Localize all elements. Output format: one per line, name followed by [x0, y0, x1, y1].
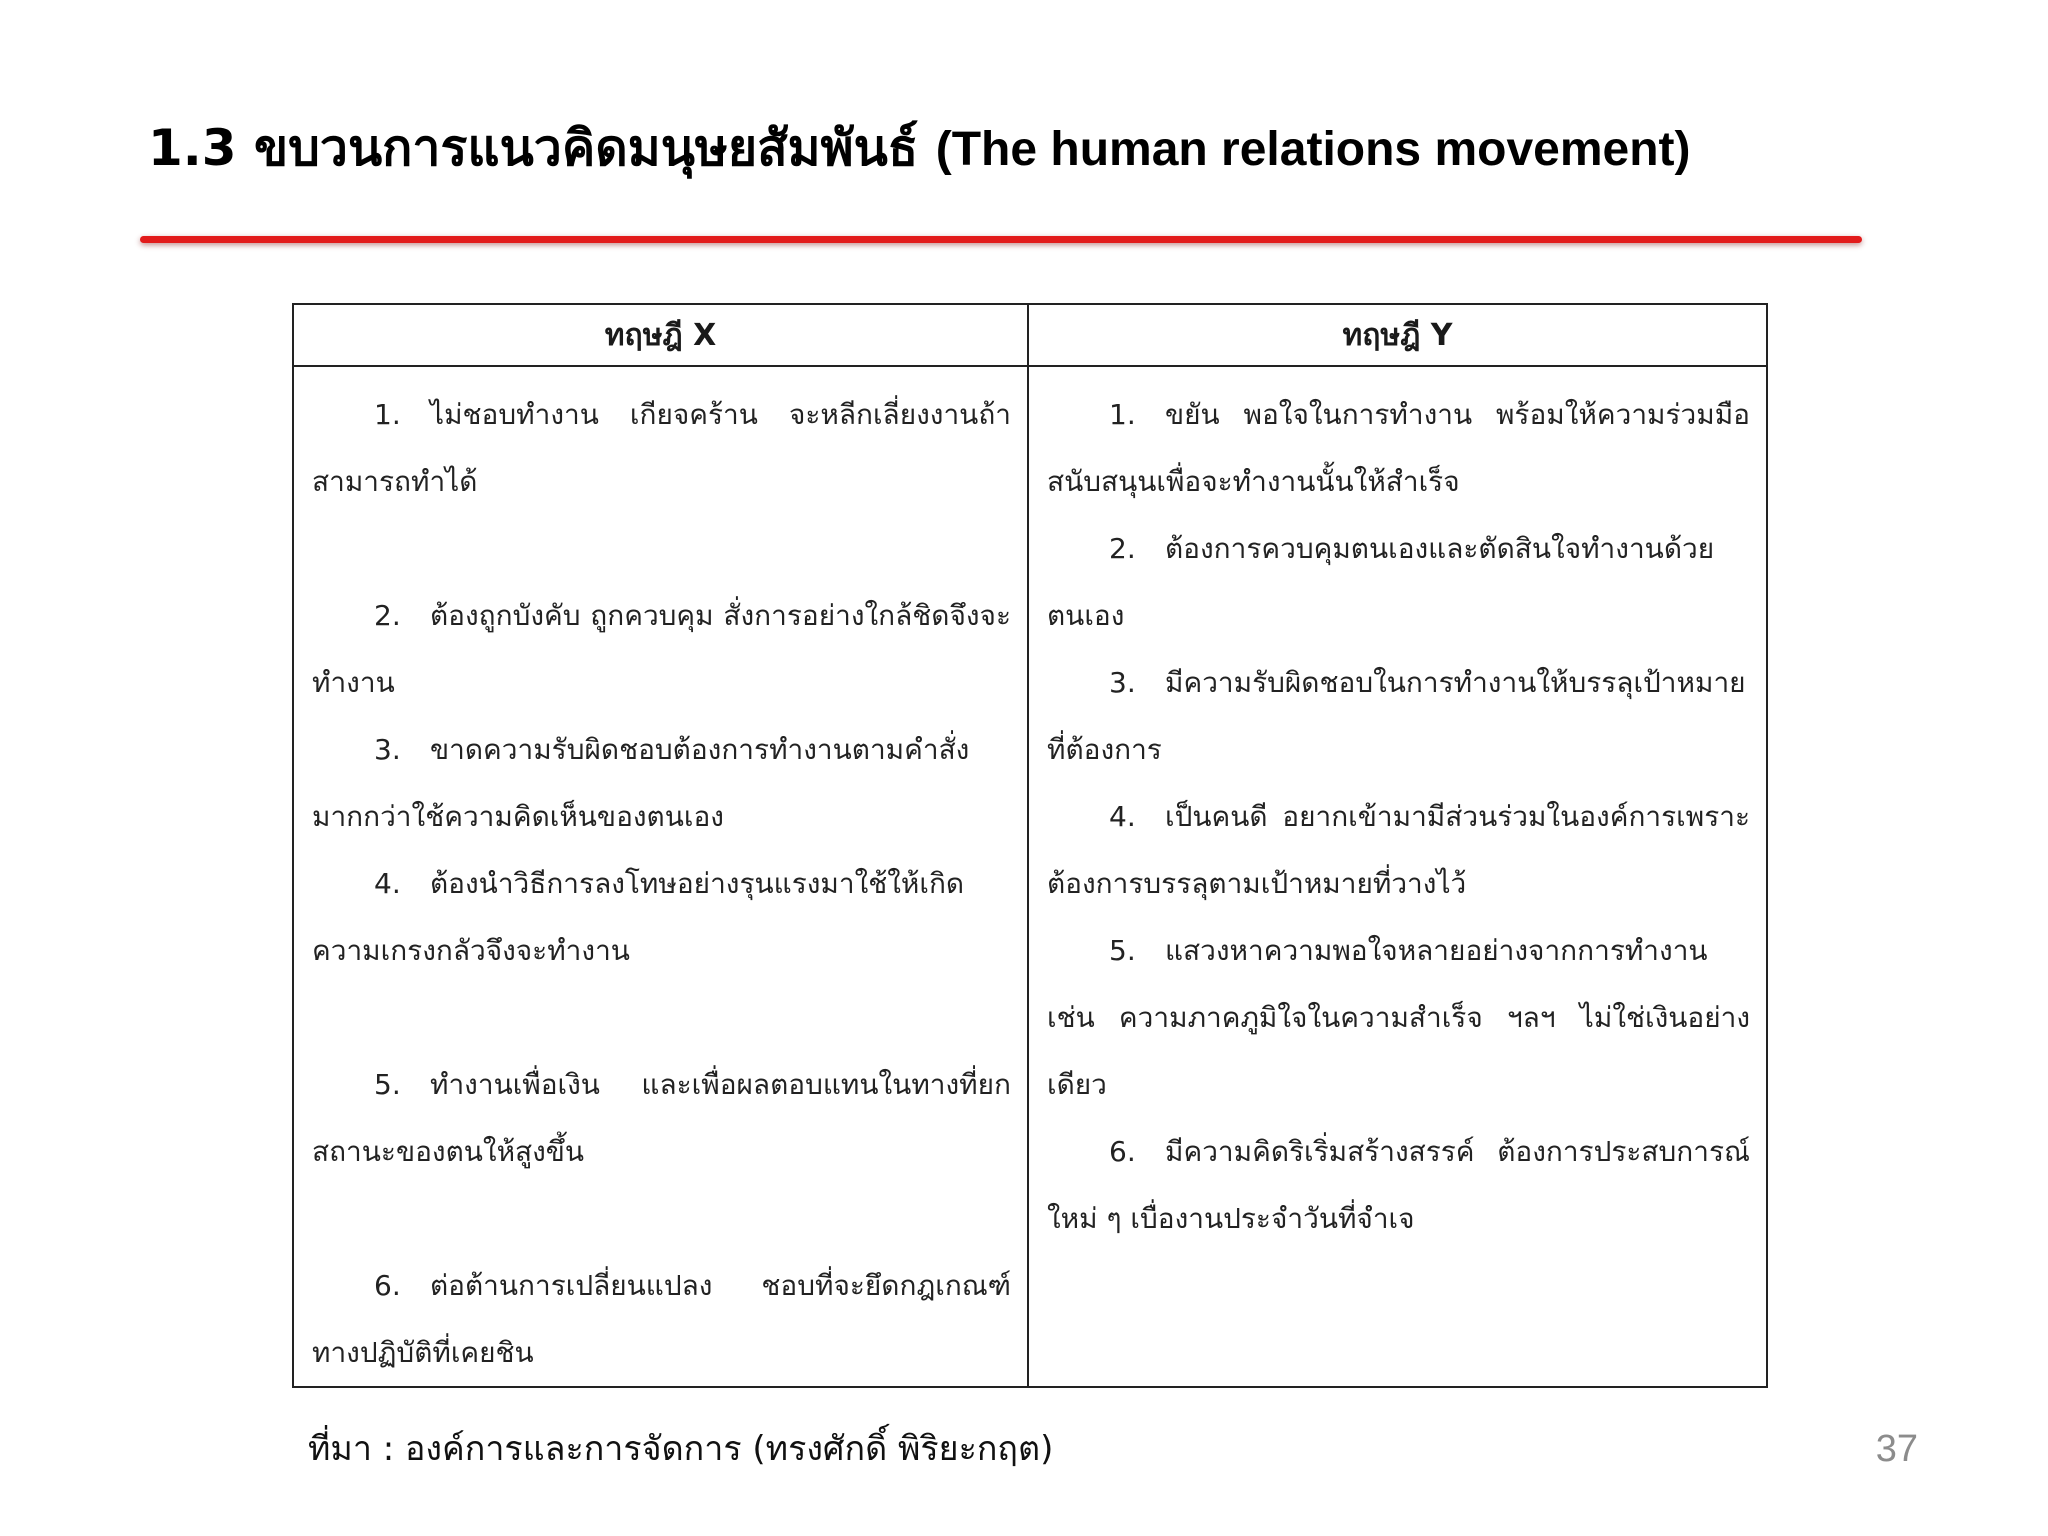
theory-y-item-3 [1047, 649, 1750, 783]
theory-x-item-3 [312, 716, 1011, 850]
theory-x-item-6 [312, 1252, 1011, 1386]
item-number: 3. [1109, 666, 1136, 699]
item-number: 1. [374, 398, 401, 431]
theory-y-item-5 [1047, 917, 1750, 1118]
item-number: 2. [1109, 532, 1136, 565]
title-accent-rule [140, 236, 1862, 243]
slide-title-thai: 1.3 ขบวนการแนวคิดมนุษยสัมพันธ์ [148, 119, 919, 177]
item-text: เป็นคนดี อยากเข้ามามีส่วนร่วมในองค์การเพราะต้องการบรรลุตามเป้าหมายที่วางไว้ [1047, 800, 1750, 900]
theory-x-item-5 [312, 1051, 1011, 1185]
item-text: มีความคิดริเริ่มสร้างสรรค์ ต้องการประสบการณ์ใหม่ ๆ เบื่องานประจำวันที่จำเจ [1047, 1135, 1750, 1235]
item-text: ทำงานเพื่อเงิน และเพื่อผลตอบแทนในทางที่ยกสถานะของตนให้สูงขึ้น [312, 1068, 1011, 1168]
item-number: 6. [374, 1269, 401, 1302]
source-citation: ที่มา : องค์การและการจัดการ (ทรงศักดิ์ พิริยะกฤต) [308, 1429, 1054, 1469]
table-header-row [293, 304, 1767, 366]
item-number: 4. [1109, 800, 1136, 833]
item-text: แสวงหาความพอใจหลายอย่างจากการทำงาน เช่น ความภาคภูมิใจในความสำเร็จ ฯลฯ ไม่ใช่เงินอย่างเดียว [1047, 934, 1750, 1101]
item-number: 1. [1109, 398, 1136, 431]
theory-y-item-2 [1047, 515, 1750, 649]
item-text: ต้องนำวิธีการลงโทษอย่างรุนแรงมาใช้ให้เกิดความเกรงกลัวจึงจะทำงาน [312, 867, 965, 967]
theory-y-item-6 [1047, 1118, 1750, 1252]
item-text: ไม่ชอบทำงาน เกียจคร้าน จะหลีกเลี่ยงงานถ้าสามารถทำได้ [312, 398, 1011, 498]
theory-x-item-2 [312, 582, 1011, 716]
item-number: 6. [1109, 1135, 1136, 1168]
theory-y-cell [1028, 366, 1767, 1387]
item-text: ขยัน พอใจในการทำงาน พร้อมให้ความร่วมมือสนับสนุนเพื่อจะทำงานนั้นให้สำเร็จ [1047, 398, 1750, 498]
theory-y-item-4 [1047, 783, 1750, 917]
item-number: 5. [1109, 934, 1136, 967]
theory-x-item-4 [312, 850, 1011, 984]
theory-y-item-1 [1047, 381, 1750, 515]
item-text: มีความรับผิดชอบในการทำงานให้บรรลุเป้าหมายที่ต้องการ [1047, 666, 1746, 766]
theory-comparison-table [292, 303, 1768, 1388]
theory-x-cell [293, 366, 1028, 1387]
item-text: ต้องถูกบังคับ ถูกควบคุม สั่งการอย่างใกล้ชิดจึงจะทำงาน [312, 599, 1011, 699]
item-number: 3. [374, 733, 401, 766]
item-number: 4. [374, 867, 401, 900]
item-number: 2. [374, 599, 401, 632]
theory-x-item-1 [312, 381, 1011, 515]
item-text: ต้องการควบคุมตนเองและตัดสินใจทำงานด้วยตนเอง [1047, 532, 1715, 632]
table-body-row [293, 366, 1767, 1387]
item-number: 5. [374, 1068, 401, 1101]
slide-title-english: (The human relations movement) [935, 123, 1691, 176]
item-text: ต่อต้านการเปลี่ยนแปลง ชอบที่จะยึดกฎเกณฑ์ทางปฏิบัติที่เคยชิน [312, 1269, 1011, 1369]
header-theory-y: ทฤษฎี Y [1028, 304, 1767, 366]
item-text: ขาดความรับผิดชอบต้องการทำงานตามคำสั่งมากกว่าใช้ความคิดเห็นของตนเอง [312, 733, 970, 833]
header-theory-x: ทฤษฎี X [293, 304, 1028, 366]
page-number: 37 [1875, 1428, 1918, 1470]
slide-title [148, 108, 1691, 190]
